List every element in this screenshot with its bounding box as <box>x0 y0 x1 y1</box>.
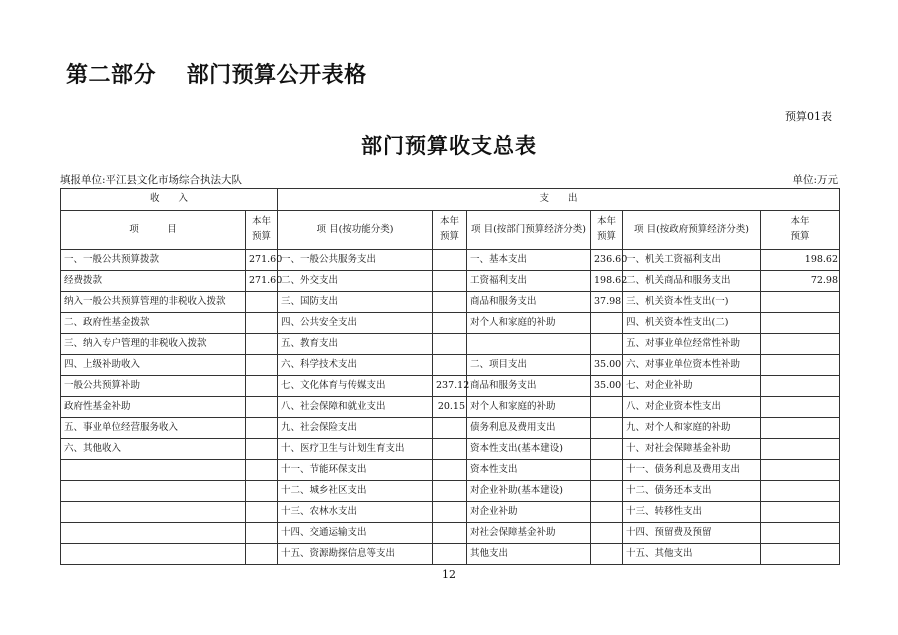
gov-amount-cell <box>761 418 840 439</box>
econ-item-cell: 对社会保障基金补助 <box>467 523 591 544</box>
gov-amount-cell <box>761 397 840 418</box>
econ-item-cell: 对个人和家庭的补助 <box>467 397 591 418</box>
gov-item-cell: 八、对企业资本性支出 <box>623 397 761 418</box>
gov-item-cell: 二、机关商品和服务支出 <box>623 271 761 292</box>
income-amount-cell <box>246 313 278 334</box>
table-row <box>61 523 840 544</box>
budget-table <box>60 188 840 565</box>
func-item-cell: 十五、资源勘探信息等支出 <box>278 544 433 565</box>
income-item-cell: 政府性基金补助 <box>61 397 246 418</box>
econ-amount-cell <box>591 502 623 523</box>
income-amount-cell <box>246 355 278 376</box>
table-row <box>61 250 840 271</box>
func-amount-cell <box>433 418 467 439</box>
gov-amount-cell <box>761 544 840 565</box>
func-item-cell: 九、社会保险支出 <box>278 418 433 439</box>
income-amount-cell <box>246 502 278 523</box>
econ-item-cell: 商品和服务支出 <box>467 292 591 313</box>
func-amount-cell <box>433 313 467 334</box>
income-amount-cell <box>246 418 278 439</box>
table-row <box>61 292 840 313</box>
func-item-cell: 十三、农林水支出 <box>278 502 433 523</box>
econ-item-cell: 对个人和家庭的补助 <box>467 313 591 334</box>
income-amount-cell <box>246 334 278 355</box>
func-item-cell: 十一、节能环保支出 <box>278 460 433 481</box>
func-amount-cell <box>433 355 467 376</box>
income-item-cell: 一般公共预算补助 <box>61 376 246 397</box>
table-row <box>61 481 840 502</box>
econ-amount-cell <box>591 418 623 439</box>
income-item-cell: 四、上级补助收入 <box>61 355 246 376</box>
func-amount-cell <box>433 292 467 313</box>
gov-amount-cell <box>761 376 840 397</box>
econ-item-cell: 二、项目支出 <box>467 355 591 376</box>
econ-amount-cell: 198.62 <box>591 271 623 292</box>
gov-item-cell: 十、对社会保障基金补助 <box>623 439 761 460</box>
section-heading: 第二部分 部门预算公开表格 <box>66 63 367 88</box>
gov-amount-cell <box>761 481 840 502</box>
func-amount-cell <box>433 481 467 502</box>
func-amount-cell: 237.12 <box>433 376 467 397</box>
econ-item-cell: 资本性支出(基本建设) <box>467 439 591 460</box>
income-amount-cell <box>246 376 278 397</box>
func-amount-cell <box>433 334 467 355</box>
econ-amount-cell <box>591 481 623 502</box>
gov-amount-cell: 72.98 <box>761 271 840 292</box>
table-row <box>61 397 840 418</box>
gov-item-cell: 四、机关资本性支出(二) <box>623 313 761 334</box>
income-item-cell: 经费拨款 <box>61 271 246 292</box>
gov-item-cell: 十四、预留费及预留 <box>623 523 761 544</box>
econ-item-cell: 一、基本支出 <box>467 250 591 271</box>
func-amount-cell <box>433 502 467 523</box>
func-item-cell: 十四、交通运输支出 <box>278 523 433 544</box>
gov-amount-cell <box>761 460 840 481</box>
table-row <box>61 502 840 523</box>
income-item-cell <box>61 523 246 544</box>
func-amount-cell <box>433 271 467 292</box>
income-item-cell: 六、其他收入 <box>61 439 246 460</box>
form-code: 预算01表 <box>785 110 832 123</box>
gov-amount-cell <box>761 355 840 376</box>
table-row <box>61 355 840 376</box>
gov-item-cell: 十二、债务还本支出 <box>623 481 761 502</box>
gov-amount-cell: 198.62 <box>761 250 840 271</box>
income-item-cell <box>61 544 246 565</box>
econ-amount-cell: 37.98 <box>591 292 623 313</box>
func-amount-cell <box>433 439 467 460</box>
econ-item-cell: 工资福利支出 <box>467 271 591 292</box>
income-amount-cell <box>246 460 278 481</box>
income-amount-cell <box>246 397 278 418</box>
income-amount-cell: 271.60 <box>246 271 278 292</box>
gov-item-cell: 七、对企业补助 <box>623 376 761 397</box>
econ-item-cell: 商品和服务支出 <box>467 376 591 397</box>
econ-item-cell: 资本性支出 <box>467 460 591 481</box>
expenditure-header: 支 出 <box>278 189 840 211</box>
table-row <box>61 418 840 439</box>
budget-body <box>61 250 840 565</box>
gov-item-cell: 十一、债务利息及费用支出 <box>623 460 761 481</box>
func-item-cell: 八、社会保障和就业支出 <box>278 397 433 418</box>
func-item-cell: 六、科学技术支出 <box>278 355 433 376</box>
income-item-cell: 一、一般公共预算拨款 <box>61 250 246 271</box>
col-func-header: 项 目(按功能分类) <box>278 211 433 250</box>
header-row-top <box>61 189 840 211</box>
income-item-cell <box>61 460 246 481</box>
table-row <box>61 271 840 292</box>
fill-unit: 填报单位:平江县文化市场综合执法大队 <box>60 174 243 186</box>
econ-amount-cell <box>591 523 623 544</box>
gov-amount-cell <box>761 313 840 334</box>
col-item-header: 项 目 <box>61 211 246 250</box>
econ-amount-cell <box>591 313 623 334</box>
gov-item-cell: 十三、转移性支出 <box>623 502 761 523</box>
col-econ-header: 项 目(按部门预算经济分类) <box>467 211 591 250</box>
col-amount-header: 本年 预算 <box>591 211 623 250</box>
econ-item-cell: 其他支出 <box>467 544 591 565</box>
gov-amount-cell <box>761 502 840 523</box>
income-amount-cell <box>246 439 278 460</box>
econ-amount-cell: 236.60 <box>591 250 623 271</box>
col-amount-header: 本年 预算 <box>246 211 278 250</box>
gov-amount-cell <box>761 439 840 460</box>
gov-item-cell: 九、对个人和家庭的补助 <box>623 418 761 439</box>
col-gov-header: 项 目(按政府预算经济分类) <box>623 211 761 250</box>
func-amount-cell <box>433 544 467 565</box>
gov-amount-cell <box>761 523 840 544</box>
table-row <box>61 313 840 334</box>
income-item-cell: 五、事业单位经营服务收入 <box>61 418 246 439</box>
table-row <box>61 460 840 481</box>
gov-amount-cell <box>761 334 840 355</box>
income-header: 收 入 <box>61 189 278 211</box>
table-row <box>61 544 840 565</box>
econ-item-cell: 债务利息及费用支出 <box>467 418 591 439</box>
econ-amount-cell <box>591 334 623 355</box>
func-item-cell: 七、文化体育与传媒支出 <box>278 376 433 397</box>
income-item-cell <box>61 502 246 523</box>
func-amount-cell <box>433 460 467 481</box>
gov-item-cell: 一、机关工资福利支出 <box>623 250 761 271</box>
gov-item-cell: 五、对事业单位经常性补助 <box>623 334 761 355</box>
econ-amount-cell: 35.00 <box>591 355 623 376</box>
gov-item-cell: 十五、其他支出 <box>623 544 761 565</box>
income-amount-cell <box>246 292 278 313</box>
gov-amount-cell <box>761 292 840 313</box>
func-amount-cell: 20.15 <box>433 397 467 418</box>
col-amount-header: 本年 预算 <box>433 211 467 250</box>
econ-amount-cell: 35.00 <box>591 376 623 397</box>
gov-item-cell: 三、机关资本性支出(一) <box>623 292 761 313</box>
income-amount-cell: 271.60 <box>246 250 278 271</box>
income-item-cell: 二、政府性基金拨款 <box>61 313 246 334</box>
income-item-cell: 三、纳入专户管理的非税收入拨款 <box>61 334 246 355</box>
econ-item-cell: 对企业补助(基本建设) <box>467 481 591 502</box>
income-amount-cell <box>246 481 278 502</box>
currency-unit: 单位:万元 <box>792 174 838 186</box>
func-item-cell: 三、国防支出 <box>278 292 433 313</box>
table-row <box>61 376 840 397</box>
econ-item-cell <box>467 334 591 355</box>
table-row <box>61 334 840 355</box>
econ-amount-cell <box>591 397 623 418</box>
func-item-cell: 十、医疗卫生与计划生育支出 <box>278 439 433 460</box>
func-item-cell: 二、外交支出 <box>278 271 433 292</box>
table-row <box>61 439 840 460</box>
econ-item-cell: 对企业补助 <box>467 502 591 523</box>
page-number: 12 <box>442 568 456 581</box>
gov-item-cell: 六、对事业单位资本性补助 <box>623 355 761 376</box>
func-amount-cell <box>433 250 467 271</box>
func-item-cell: 一、一般公共服务支出 <box>278 250 433 271</box>
table-title: 部门预算收支总表 <box>361 134 537 158</box>
econ-amount-cell <box>591 544 623 565</box>
income-amount-cell <box>246 544 278 565</box>
income-item-cell: 纳入一般公共预算管理的非税收入拨款 <box>61 292 246 313</box>
func-item-cell: 四、公共安全支出 <box>278 313 433 334</box>
col-amount-header: 本年 预算 <box>761 211 840 250</box>
func-item-cell: 十二、城乡社区支出 <box>278 481 433 502</box>
income-item-cell <box>61 481 246 502</box>
func-amount-cell <box>433 523 467 544</box>
header-row-sub <box>61 211 840 250</box>
income-amount-cell <box>246 523 278 544</box>
econ-amount-cell <box>591 439 623 460</box>
func-item-cell: 五、教育支出 <box>278 334 433 355</box>
econ-amount-cell <box>591 460 623 481</box>
